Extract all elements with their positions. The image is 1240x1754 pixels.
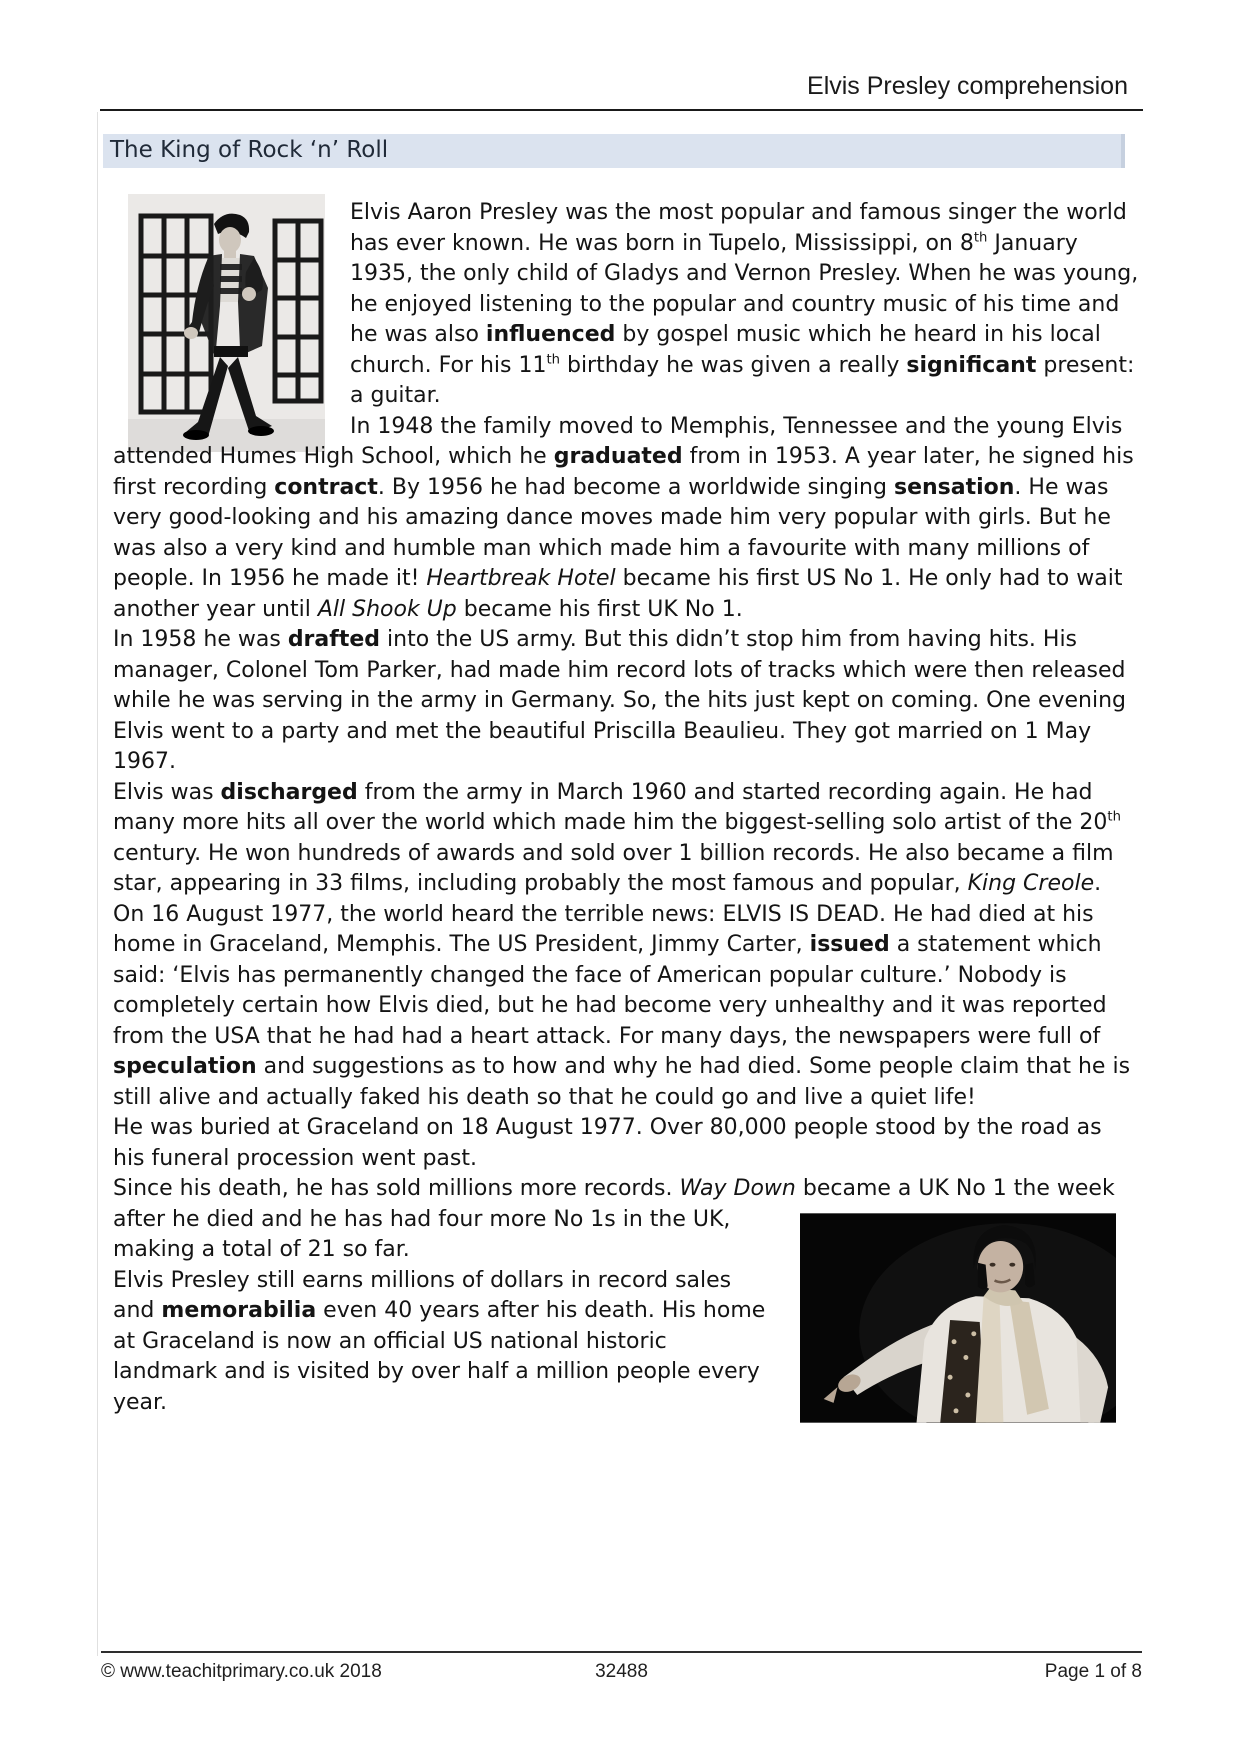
page-scan-edge [97,112,98,1656]
paragraph: On 16 August 1977, the world heard the terrible news: ELVIS IS DEAD. He had died at his home in Graceland, Memphis. The US President, Jimmy Carter, issued a statement which said: ‘Elvis has permanently changed the face of American popular culture.’ Nobody is completely certain how Elvis died, but he had become very unhealthy and it was reported from the USA that he had had a heart attack. For many days, the newspapers were full of speculation and suggestions as to how and why he had died. Some people claim that he is still alive and actually faked his death so that he could go and live a quiet life! [113,901,1131,1110]
footer-doc-id: 32488 [595,1661,648,1682]
paragraph: He was buried at Graceland on 18 August 1977. Over 80,000 people stood by the road as his funeral procession went past. [113,1115,1102,1171]
elvis-concert-photo [800,1213,1116,1423]
header-divider [100,109,1143,111]
section-title-banner: The King of Rock ‘n’ Roll [103,134,1125,168]
paragraph: Since his death, he has sold millions more records. Way Down became a UK No 1 the week after he died and he has had four more No 1s in the UK, making a total of 21 so far. [113,1176,1115,1262]
paragraph: Elvis Aaron Presley was the most popular and famous singer the world has ever known. He was born in Tupelo, Mississippi, on 8th January 1935, the only child of Gladys and Vernon Presley. When he was young, he enjoyed listening to the popular and country music of his time and he was also influenced by gospel music which he heard in his local church. For his 11th birthday he was given a really significant present: a guitar. [350,200,1139,408]
jailhouse-photo-illustration [128,194,325,452]
footer-copyright: © www.teachitprimary.co.uk 2018 [101,1661,382,1682]
paragraph: Elvis Presley still earns millions of dollars in record sales and memorabilia even 40 years after his death. His home at Graceland is now an official US national historic landmark and is visited by over half a million people every year. [113,1267,766,1415]
paragraph: Elvis was discharged from the army in March 1960 and started recording again. He had many more hits all over the world which made him the biggest-selling solo artist of the 20th century. He won hundreds of awards and sold over 1 billion records. He also became a film star, appearing in 33 films, including probably the most famous and popular, King Creole. [113,779,1121,896]
footer-page-number: Page 1 of 8 [1044,1661,1142,1682]
paragraph: In 1958 he was drafted into the US army. But this didn’t stop him from having hits. His manager, Colonel Tom Parker, had made him record lots of tracks which were then released while he was serving in the army in Germany. So, the hits just kept on coming. One evening Elvis went to a party and met the beautiful Priscilla Beaulieu. They got married on 1 May 1967. [113,627,1126,774]
page-footer [101,1651,1142,1683]
elvis-jailhouse-photo [128,194,325,452]
page-title: Elvis Presley comprehension [807,72,1128,100]
article-body [113,198,1140,1429]
paragraph: In 1948 the family moved to Memphis, Tennessee and the young Elvis attended Humes High School, which he graduated from in 1953. A year later, he signed his first recording contract. By 1956 he had become a worldwide singing sensation. He was very good-looking and his amazing dance moves made him very popular with girls. But he was also a very kind and humble man which made him a favourite with many millions of people. In 1956 he made it! Heartbreak Hotel became his first US No 1. He only had to wait another year until All Shook Up became his first UK No 1. [113,413,1134,622]
concert-photo-illustration [800,1213,1116,1423]
